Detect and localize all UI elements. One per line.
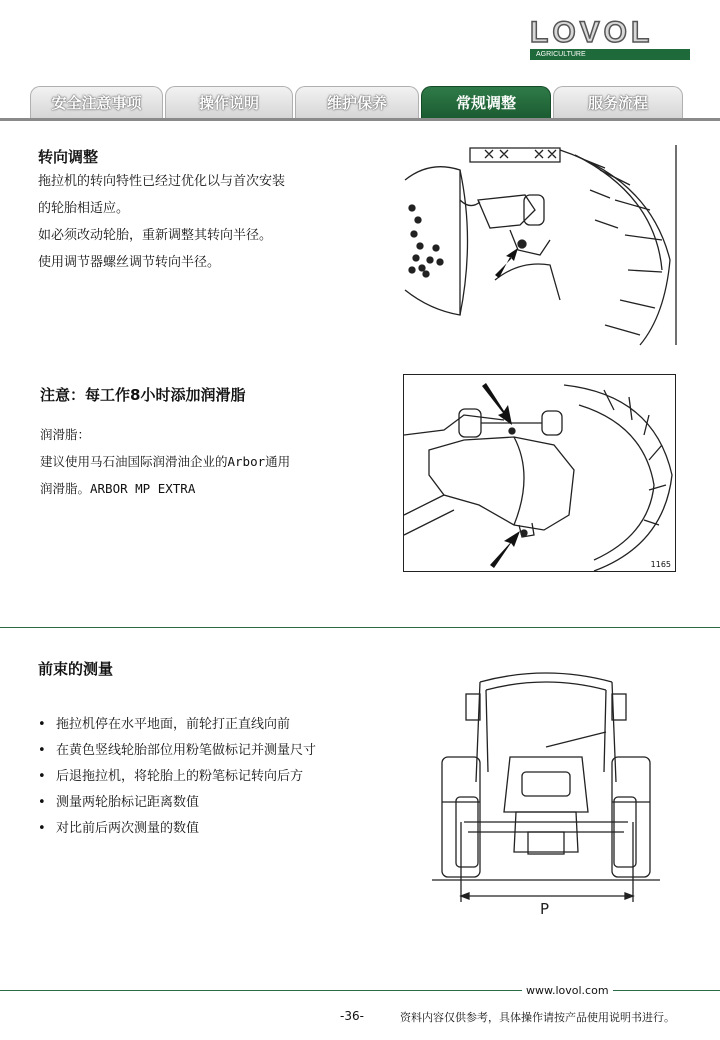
- text-line: 润滑脂。ARBOR MP EXTRA: [40, 481, 196, 496]
- tab-adjustment[interactable]: 常规调整: [421, 86, 551, 118]
- page-number: -36-: [340, 1009, 364, 1023]
- tab-service-process[interactable]: 服务流程: [553, 86, 683, 118]
- website-url[interactable]: www.lovol.com: [522, 984, 613, 997]
- tractor-front-view-illustration: [428, 662, 664, 918]
- grease-points-illustration: [403, 374, 676, 572]
- grease-points-drawing: [404, 375, 675, 571]
- text-line: 拖拉机的转向特性已经过优化以与首次安装: [38, 174, 286, 189]
- text-line: 润滑脂：: [40, 427, 91, 442]
- steering-adjuster-illustration: [400, 140, 685, 350]
- toe-measure-steps: [38, 712, 316, 842]
- toe-measure-title: 前束的测量: [38, 660, 114, 678]
- tab-operation[interactable]: 操作说明: [165, 86, 293, 118]
- steering-adjust-title: 转向调整: [38, 148, 99, 166]
- list-item: • 对比前后两次测量的数值: [38, 816, 316, 842]
- section-separator: [0, 627, 720, 628]
- steering-adjust-text: [38, 168, 285, 276]
- footer-disclaimer: 资料内容仅供参考，具体操作请按产品使用说明书进行。: [400, 1011, 675, 1024]
- list-item: • 测量两轮胎标记距离数值: [38, 790, 316, 816]
- logo-subtitle: AGRICULTURE: [530, 49, 690, 60]
- section-tabs: [0, 84, 720, 120]
- tab-divider: [0, 118, 720, 121]
- tab-safety[interactable]: 安全注意事项: [30, 86, 163, 118]
- logo-wordmark: LOVOL: [530, 16, 654, 49]
- list-item: • 拖拉机停在水平地面，前轮打正直线向前: [38, 712, 316, 738]
- grease-notice-title: 注意：每工作8小时添加润滑脂: [40, 386, 246, 404]
- list-item: • 在黄色竖线轮胎部位用粉笔做标记并测量尺寸: [38, 738, 316, 764]
- text-line: 建议使用马石油国际润滑油企业的Arbor通用: [40, 454, 291, 469]
- text-line: 使用调节器螺丝调节转向半径。: [38, 255, 221, 270]
- lovol-logo: [530, 18, 695, 60]
- text-line: 如必须改动轮胎，重新调整其转向半径。: [38, 228, 273, 243]
- dimension-label-p: P: [540, 900, 550, 918]
- text-line: 的轮胎相适应。: [38, 201, 130, 216]
- list-item: • 后退拖拉机，将轮胎上的粉笔标记转向后方: [38, 764, 316, 790]
- tab-maintenance[interactable]: 维护保养: [295, 86, 419, 118]
- figure-number: 1165: [650, 560, 671, 569]
- grease-notice-text: [40, 421, 290, 502]
